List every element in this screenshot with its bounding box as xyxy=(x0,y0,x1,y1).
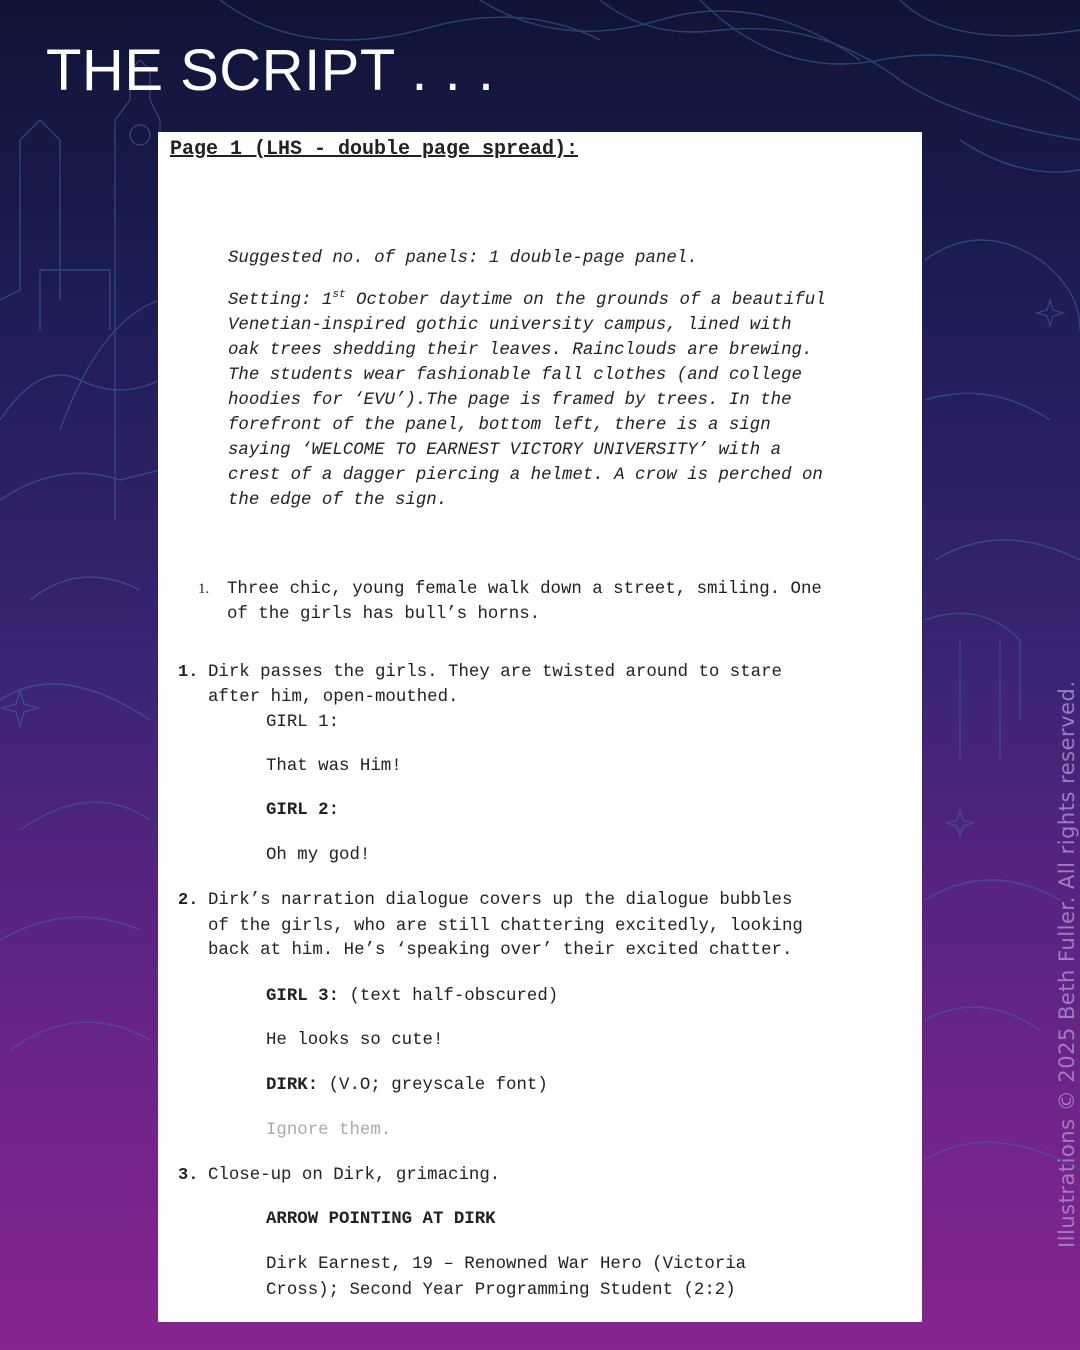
caption-line: Cross); Second Year Programming Student (2:2) xyxy=(266,1281,736,1300)
list-item-text: Dirk passes the girls. They are twisted around to stare xyxy=(208,663,782,682)
script-page xyxy=(158,132,922,1322)
speaker-label: GIRL 2: xyxy=(266,801,340,820)
speaker-line xyxy=(266,984,558,1009)
panels-note: Suggested no. of panels: 1 double-page panel. xyxy=(228,249,698,268)
setting-line: the edge of the sign. xyxy=(228,491,448,510)
dialogue-line: He looks so cute! xyxy=(266,1031,444,1050)
setting-line: oak trees shedding their leaves. Rainclouds are brewing. xyxy=(228,341,813,360)
list-number: 1. xyxy=(178,663,199,682)
speaker-note: (text half-obscured) xyxy=(339,987,559,1006)
list-item-text: of the girls, who are still chattering excitedly, looking xyxy=(208,917,803,936)
script-page-title: Page 1 (LHS - double page spread): xyxy=(170,138,579,161)
speaker-line xyxy=(266,1073,548,1098)
caption-label: ARROW POINTING AT DIRK xyxy=(266,1210,496,1229)
setting-line: hoodies for ‘EVU’).The page is framed by trees. In the xyxy=(228,391,792,410)
setting-line: saying ‘WELCOME TO EARNEST VICTORY UNIVERSITY’ with a xyxy=(228,441,782,460)
setting-line: Venetian-inspired gothic university campus, lined with xyxy=(228,316,792,335)
copyright-watermark: Illustrations © 2025 Beth Fuller. All rights reserved. xyxy=(1055,680,1079,1248)
dialogue-line: That was Him! xyxy=(266,757,402,776)
dialogue-line: Oh my god! xyxy=(266,846,371,865)
list-item-text: back at him. He’s ‘speaking over’ their excited chatter. xyxy=(208,941,793,960)
list-item-text: Close-up on Dirk, grimacing. xyxy=(208,1166,501,1185)
list-number: 2. xyxy=(178,891,199,910)
setting-line: crest of a dagger piercing a helmet. A crow is perched on xyxy=(228,466,823,485)
caption-line: Dirk Earnest, 19 – Renowned War Hero (Victoria xyxy=(266,1255,747,1274)
speaker-label: GIRL 3: xyxy=(266,987,340,1006)
list-item-text: Dirk’s narration dialogue covers up the dialogue bubbles xyxy=(208,891,793,910)
setting-line: The students wear fashionable fall clothes (and college xyxy=(228,366,802,385)
speaker-label: DIRK: xyxy=(266,1076,319,1095)
setting-line: Setting: 1st October daytime on the grounds of a beautiful xyxy=(228,289,826,310)
speaker-note: (V.O; greyscale font) xyxy=(318,1076,548,1095)
list-number: 3. xyxy=(178,1166,199,1185)
list-number: 1. xyxy=(198,581,210,597)
list-item-text: after him, open-mouthed. xyxy=(208,688,459,707)
list-item-text: of the girls has bull’s horns. xyxy=(227,605,541,624)
setting-line: forefront of the panel, bottom left, there is a sign xyxy=(228,416,771,435)
setting-description xyxy=(228,288,908,513)
dialogue-line-greyscale: Ignore them. xyxy=(266,1121,392,1140)
list-item-text: Three chic, young female walk down a street, smiling. One xyxy=(227,580,822,599)
speaker-label: GIRL 1: xyxy=(266,713,340,732)
page-heading: THE SCRIPT . . . xyxy=(46,38,495,103)
